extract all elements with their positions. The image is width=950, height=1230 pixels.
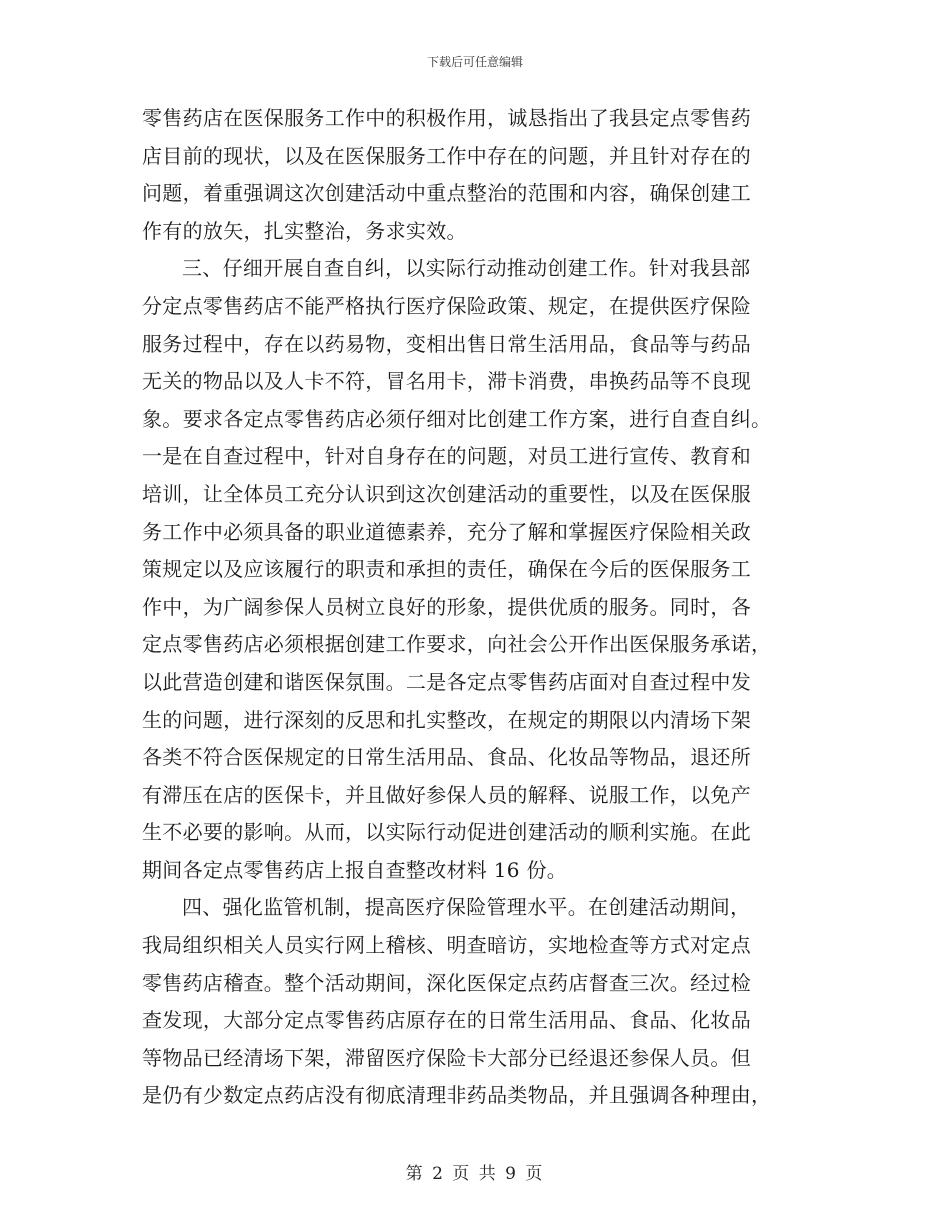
text-line: 务工作中必须具备的职业道德素养，充分了解和掌握医疗保险相关政 [142,519,751,544]
text-line: 作中，为广阔参保人员树立良好的形象，提供优质的服务。同时，各 [142,594,751,619]
text-line: 零售药店在医保服务工作中的积极作用，诚恳指出了我县定点零售药 [142,106,751,130]
page-footer: 第 2 页 共 9 页 [405,1164,545,1184]
text-line: 问题，着重强调这次创建活动中重点整治的范围和内容，确保创建工 [142,181,751,206]
paragraph-start-line: 四、强化监管机制，提高医疗保险管理水平。在创建活动期间， [182,895,751,920]
text-line: 分定点零售药店不能严格执行医疗保险政策、规定，在提供医疗保险 [142,293,751,318]
text-line: 各类不符合医保规定的日常生活用品、食品、化妆品等物品，退还所 [142,745,751,770]
text-line: 生的问题，进行深刻的反思和扎实整改，在规定的期限以内清场下架 [142,707,751,732]
text-line: 有滞压在店的医保卡，并且做好参保人员的解释、说服工作，以免产 [142,782,751,807]
text-line: 作有的放矢，扎实整治，务求实效。 [142,218,467,243]
page-header: 下载后可任意编辑 [426,55,523,69]
text-line: 服务过程中，存在以药易物，变相出售日常生活用品，食品等与药品 [142,331,751,356]
text-line: 培训，让全体员工充分认识到这次创建活动的重要性，以及在医保服 [142,481,751,506]
text-line: 策规定以及应该履行的职责和承担的责任，确保在今后的医保服务工 [142,557,751,582]
text-line: 是仍有少数定点药店没有彻底清理非药品类物品，并且强调各种理由， [142,1083,772,1108]
document-body [142,100,822,1115]
text-line: 一是在自查过程中，针对自身存在的问题，对员工进行宣传、教育和 [142,444,751,469]
text-line: 定点零售药店必须根据创建工作要求，向社会公开作出医保服务承诺， [142,632,772,657]
text-line: 店目前的现状，以及在医保服务工作中存在的问题，并且针对存在的 [142,143,751,168]
text-line: 象。要求各定点零售药店必须仔细对比创建工作方案，进行自查自纠。 [142,406,772,431]
text-line: 我局组织相关人员实行网上稽核、明查暗访，实地检查等方式对定点 [142,933,751,958]
text-line: 以此营造创建和谐医保氛围。二是各定点零售药店面对自查过程中发 [142,669,751,694]
text-line: 等物品已经清场下架，滞留医疗保险卡大部分已经退还参保人员。但 [142,1045,751,1070]
text-line: 无关的物品以及人卡不符，冒名用卡，滞卡消费，串换药品等不良现 [142,369,751,394]
text-line: 查发现，大部分定点零售药店原存在的日常生活用品、食品、化妆品 [142,1008,751,1033]
text-line: 零售药店稽查。整个活动期间，深化医保定点药店督查三次。经过检 [142,970,751,995]
text-line: 生不必要的影响。从而，以实际行动促进创建活动的顺利实施。在此 [142,820,751,845]
text-line: 期间各定点零售药店上报自查整改材料 16 份。 [142,857,568,882]
paragraph-start-line: 三、仔细开展自查自纠，以实际行动推动创建工作。针对我县部 [182,256,751,281]
